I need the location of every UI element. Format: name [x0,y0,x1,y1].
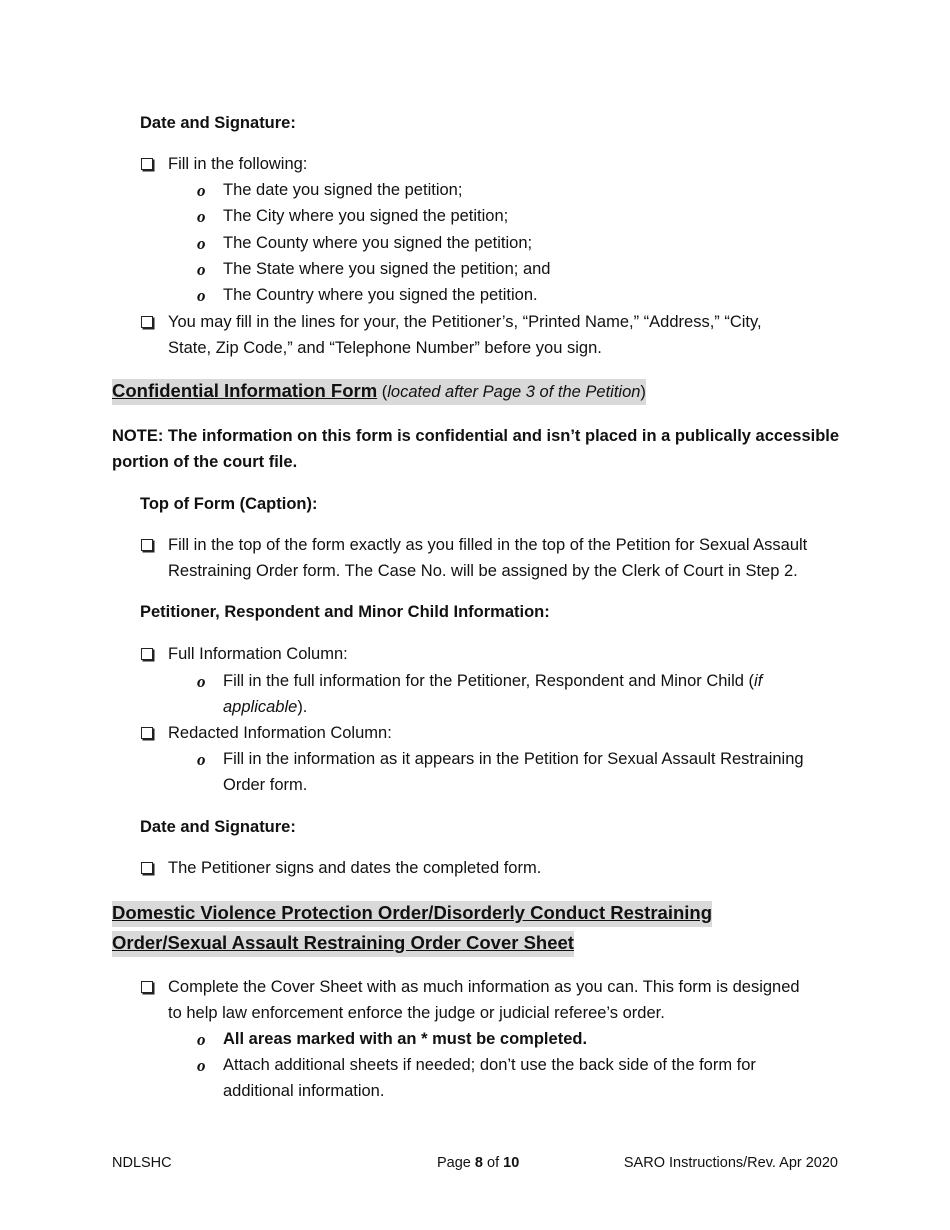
checkbox-icon [141,539,153,551]
footer-right: SARO Instructions/Rev. Apr 2020 [623,1155,838,1171]
paren-open: ( [381,383,388,401]
checklist-item: The Petitioner signs and dates the completed form. [168,859,542,877]
sub-item-continuation: Order form. [223,776,308,794]
sub-item: Fill in the full information for the Petitioner, Respondent and Minor Child (if [223,672,763,690]
note-line: NOTE: The information on this form is confidential and isn’t placed in a publically accessible [112,427,840,445]
bullet-icon: o [197,1030,206,1049]
note-line: portion of the court file. [112,453,298,471]
checkbox-icon [141,316,153,328]
checkbox-icon [141,981,153,993]
section-heading-date-signature: Date and Signature: [140,114,296,132]
section-title-cover-line1: Domestic Violence Protection Order/Disorderly Conduct Restraining [112,901,712,927]
checklist-item: Complete the Cover Sheet with as much information as you can. This form is designed [168,978,800,996]
sub-item: The date you signed the petition; [223,181,463,199]
bullet-icon: o [197,234,206,253]
section-title-cover-line2: Order/Sexual Assault Restraining Order Cover Sheet [112,931,574,957]
section-title-text: Confidential Information Form [112,380,378,401]
checklist-item: Fill in the top of the form exactly as you filled in the top of the Petition for Sexual Assault [168,536,808,554]
checklist-item-continuation: State, Zip Code,” and “Telephone Number” before you sign. [168,339,602,357]
section-location: located after Page 3 of the Petition [387,383,641,401]
sub-item-continuation: applicable). [223,698,308,716]
sub-item: The County where you signed the petition; [223,234,533,252]
checkbox-icon [141,648,153,660]
bullet-icon: o [197,181,206,200]
checklist-item: Fill in the following: [168,155,308,173]
section-heading-top-of-form: Top of Form (Caption): [140,495,318,513]
bullet-icon: o [197,750,206,769]
section-heading-party-info: Petitioner, Respondent and Minor Child Information: [140,603,550,621]
checkbox-icon [141,862,153,874]
bullet-icon: o [197,1056,206,1075]
bullet-icon: o [197,672,206,691]
section-heading-date-signature: Date and Signature: [140,818,296,836]
paren-close: ) [640,383,646,401]
bullet-icon: o [197,260,206,279]
bullet-icon: o [197,286,206,305]
sub-item: The Country where you signed the petition. [223,286,538,304]
sub-item: The State where you signed the petition; and [223,260,551,278]
sub-item-continuation: additional information. [223,1082,385,1100]
sub-item: The City where you signed the petition; [223,207,509,225]
sub-item: Fill in the information as it appears in the Petition for Sexual Assault Restraining [223,750,804,768]
footer-left: NDLSHC [112,1155,172,1171]
footer-page-number: Page 8 of 10 [437,1155,520,1171]
checkbox-icon [141,727,153,739]
sub-item: All areas marked with an * must be completed. [223,1030,588,1048]
bullet-icon: o [197,207,206,226]
checklist-item: Full Information Column: [168,645,348,663]
checklist-item: Redacted Information Column: [168,724,392,742]
checkbox-icon [141,158,153,170]
section-title-confidential [112,379,646,405]
checklist-item-continuation: to help law enforcement enforce the judge or judicial referee’s order. [168,1004,665,1022]
sub-item: Attach additional sheets if needed; don’t use the back side of the form for [223,1056,756,1074]
checklist-item: You may fill in the lines for your, the Petitioner’s, “Printed Name,” “Address,” “City, [168,313,762,331]
checklist-item-continuation: Restraining Order form. The Case No. will be assigned by the Clerk of Court in Step 2. [168,562,798,580]
